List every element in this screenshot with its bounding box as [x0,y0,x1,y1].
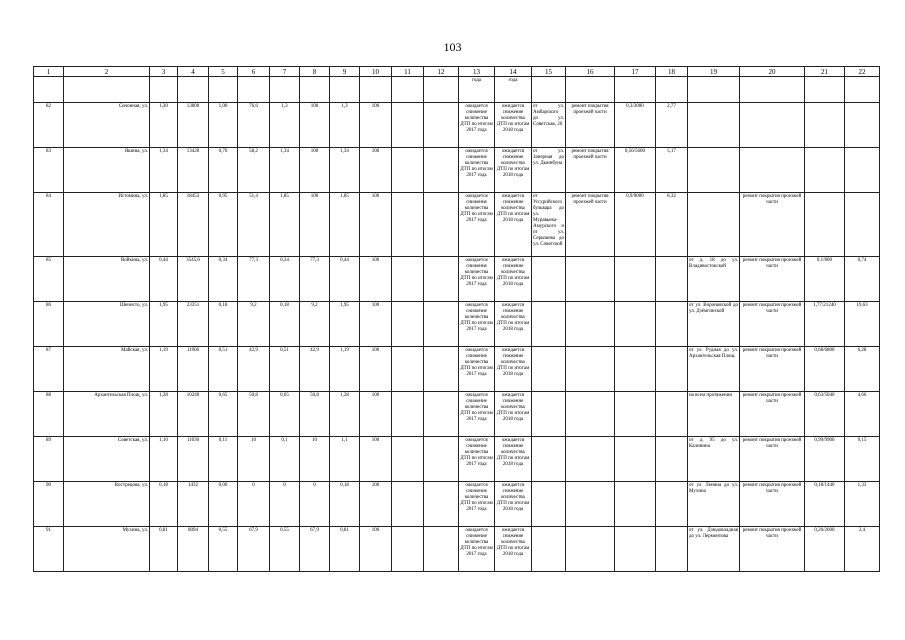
length-2018-cell: 1,95 [330,302,360,347]
table-cell [392,193,424,257]
volume-2018-cell: 0,26/2600 [805,527,845,572]
percent-2017-cell: 77,3 [300,257,330,302]
forecast-2017-cell: года [459,77,495,103]
street-name-cell: Истомина, ул. [64,193,150,257]
row-number-cell: 90 [34,482,64,527]
length-total-cell: 1,19 [150,347,178,392]
section-2018-cell: от ул. Рудная до ул. Архангельская Площ. [688,347,740,392]
row-number-cell: 84 [34,193,64,257]
section-2018-cell [688,193,740,257]
work-type-2017-cell [566,527,615,572]
street-name-cell: Советская, ул. [64,437,150,482]
table-cell [392,347,424,392]
percent-2017-cell: 67,9 [300,527,330,572]
volume-2017-cell [615,527,656,572]
section-2017-cell [532,347,566,392]
section-2017-cell: от ул. Амбарского до ул. Советская, 20 [532,103,566,148]
percent-2017-cell: 50,8 [300,392,330,437]
forecast-2018-cell: ожидается снижение количества ДТП по итогам 2018 года [495,437,532,482]
forecast-2018-cell: ожидается снижение количества ДТП по итогам 2018 года [495,257,532,302]
column-number: 18 [656,67,688,77]
table-cell [424,302,459,347]
area-total-cell: 10240 [178,392,209,437]
work-type-2017-cell [566,482,615,527]
length-normative-cell: 0,55 [209,527,238,572]
row-number-cell: 89 [34,437,64,482]
forecast-2017-cell: ожидается снижение количества ДТП по итогам 2017 года [459,347,495,392]
work-type-2017-cell: ремонт покрытия проезжей части [566,103,615,148]
table-cell [392,77,424,103]
section-2018-cell: от ул. Ленина до ул. Мухина [688,482,740,527]
cost-2018-cell: 6,28 [845,347,880,392]
forecast-2017-cell: ожидается снижение количества ДТП по итогам 2017 года [459,148,495,193]
percent-normative-cell: 42,9 [238,347,270,392]
table-row [34,437,880,482]
percent-2017-cell: 9,2 [300,302,330,347]
work-type-2017-cell: ремонт покрытия проезжей части [566,148,615,193]
work-type-2017-cell [566,302,615,347]
column-number: 3 [150,67,178,77]
column-number-row [34,67,880,77]
section-2018-cell: от д. 18 до ул. Владивостокской [688,257,740,302]
table-cell [845,77,880,103]
column-number: 20 [740,67,805,77]
table-row [34,148,880,193]
volume-2018-cell: 0,18/1440 [805,482,845,527]
table-cell [805,77,845,103]
work-type-2018-cell: ремонт покрытия проезжей части [740,392,805,437]
continuation-row [34,77,880,103]
table-cell [424,148,459,193]
table-cell [424,482,459,527]
volume-2017-cell [615,482,656,527]
table-cell [178,77,209,103]
forecast-2017-cell: ожидается снижение количества ДТП по итогам 2017 года [459,302,495,347]
length-normative-cell: 0,11 [209,437,238,482]
column-number: 19 [688,67,740,77]
length-2018-cell: 0,81 [330,527,360,572]
work-type-2017-cell [566,392,615,437]
percent-2018-cell: 100 [360,527,392,572]
work-type-2018-cell: ремонт покрытия проезжей части [740,347,805,392]
work-type-2017-cell [566,257,615,302]
section-2018-cell: от д. 95 до ул. Калинина [688,437,740,482]
table-cell [64,77,150,103]
cost-2018-cell: 9,15 [845,437,880,482]
length-2018-cell: 1,3 [330,103,360,148]
table-cell [150,77,178,103]
volume-2017-cell [615,257,656,302]
length-2018-cell: 1,85 [330,193,360,257]
table-cell [392,527,424,572]
table-row [34,347,880,392]
length-total-cell: 1,34 [150,148,178,193]
column-number: 14 [495,67,532,77]
table-cell [392,302,424,347]
percent-2018-cell: 100 [360,392,392,437]
work-type-2017-cell: ремонт покрытия проезжей части [566,193,615,257]
volume-2018-cell: 1,77/21240 [805,302,845,347]
forecast-2018-cell: ожидается снижение количества ДТП по итогам 2018 года [495,347,532,392]
column-number: 5 [209,67,238,77]
percent-normative-cell: 67,9 [238,527,270,572]
length-2017-cell: 1,85 [270,193,300,257]
section-2018-cell: от ул. Дзюдовладная до ул. Лермонтова [688,527,740,572]
volume-2018-cell: 0,68/6800 [805,347,845,392]
street-name-cell: Архангельская Площ, ул. [64,392,150,437]
percent-2018-cell: 100 [360,103,392,148]
table-cell [532,77,566,103]
length-normative-cell: 0,51 [209,347,238,392]
cost-2018-cell: 19,63 [845,302,880,347]
percent-2018-cell: 100 [360,482,392,527]
length-normative-cell: 0,65 [209,392,238,437]
length-2017-cell: 0,55 [270,527,300,572]
table-cell [688,77,740,103]
length-2017-cell: 1,3 [270,103,300,148]
row-number-cell: 91 [34,527,64,572]
column-number: 11 [392,67,424,77]
forecast-2018-cell: ожидается снижение количества ДТП по итогам 2018 года [495,392,532,437]
column-number: 13 [459,67,495,77]
length-2018-cell: 1,1 [330,437,360,482]
length-total-cell: 0,18 [150,482,178,527]
table-cell [656,77,688,103]
percent-2018-cell: 100 [360,302,392,347]
table-cell [740,77,805,103]
column-number: 22 [845,67,880,77]
length-normative-cell: 0,76 [209,148,238,193]
cost-2017-cell [656,527,688,572]
forecast-2017-cell: ожидается снижение количества ДТП по итогам 2017 года [459,193,495,257]
length-total-cell: 1,85 [150,193,178,257]
cost-2018-cell [845,148,880,193]
length-2018-cell: 1,28 [330,392,360,437]
length-normative-cell: 0,95 [209,193,238,257]
volume-2018-cell: 0,99/9900 [805,437,845,482]
table-cell [424,437,459,482]
table-cell [424,77,459,103]
length-2017-cell: 1,34 [270,148,300,193]
area-total-cell: 8094 [178,527,209,572]
street-name-cell: Шеинсто, ул. [64,302,150,347]
area-total-cell: 11030 [178,437,209,482]
percent-normative-cell: 58,2 [238,148,270,193]
length-2017-cell: 0,34 [270,257,300,302]
percent-2018-cell: 100 [360,347,392,392]
section-2017-cell [532,482,566,527]
percent-normative-cell: 51,4 [238,193,270,257]
work-type-2018-cell: ремонт покрытия проезжей части [740,302,805,347]
volume-2017-cell [615,437,656,482]
forecast-2018-cell: года [495,77,532,103]
page-number: 103 [443,40,462,54]
street-name-cell: Вострецова, ул. [64,482,150,527]
column-number: 10 [360,67,392,77]
forecast-2018-cell: ожидается снижение количества ДТП по итогам 2018 года [495,103,532,148]
length-total-cell: 0,81 [150,527,178,572]
table-cell [392,257,424,302]
table-cell [424,527,459,572]
column-number: 2 [64,67,150,77]
work-type-2018-cell: ремонт покрытия проезжей части [740,437,805,482]
street-name-cell: Сенонная, ул. [64,103,150,148]
column-number: 21 [805,67,845,77]
table-cell [424,392,459,437]
table-cell [615,77,656,103]
length-total-cell: 1,30 [150,103,178,148]
area-total-cell: 1432 [178,482,209,527]
cost-2018-cell: 0,74 [845,257,880,302]
forecast-2018-cell: ожидается снижение количества ДТП по итогам 2018 года [495,527,532,572]
length-2017-cell: 0 [270,482,300,527]
forecast-2018-cell: ожидается снижение количества ДТП по итогам 2018 года [495,148,532,193]
section-2018-cell: от ул. Вороновской до ул. Дзёмгинской [688,302,740,347]
street-name-cell: Яшина, ул. [64,148,150,193]
work-type-2018-cell [740,148,805,193]
length-total-cell: 0,44 [150,257,178,302]
length-normative-cell: 0,00 [209,482,238,527]
work-type-2018-cell: ремонт покрытия проезжей части [740,482,805,527]
cost-2017-cell: 8,32 [656,193,688,257]
percent-normative-cell: 10 [238,437,270,482]
percent-normative-cell: 0 [238,482,270,527]
street-name-cell: Мухина, ул. [64,527,150,572]
percent-2017-cell: 0 [300,482,330,527]
work-type-2018-cell: ремонт покрытия проезжей части [740,257,805,302]
cost-2017-cell: 2,77 [656,103,688,148]
section-2018-cell: на всем протяжении [688,392,740,437]
cost-2018-cell [845,193,880,257]
table-row [34,193,880,257]
forecast-2017-cell: ожидается снижение количества ДТП по итогам 2017 года [459,437,495,482]
volume-2017-cell [615,302,656,347]
table-cell [566,77,615,103]
table-cell [424,257,459,302]
cost-2018-cell: 2,4 [845,527,880,572]
table-row [34,103,880,148]
percent-normative-cell: 76,6 [238,103,270,148]
table-cell [392,482,424,527]
table-cell [424,103,459,148]
column-number: 4 [178,67,209,77]
table-body [34,103,880,572]
cost-2017-cell [656,482,688,527]
section-2017-cell [532,257,566,302]
section-2018-cell [688,148,740,193]
table-cell [424,193,459,257]
length-2018-cell: 1,34 [330,148,360,193]
forecast-2018-cell: ожидается снижение количества ДТП по итогам 2018 года [495,193,532,257]
table-cell [34,77,64,103]
cost-2018-cell: 4,66 [845,392,880,437]
column-number: 6 [238,67,270,77]
percent-2017-cell: 100 [300,148,330,193]
row-number-cell: 86 [34,302,64,347]
table-row [34,392,880,437]
column-number: 9 [330,67,360,77]
length-normative-cell: 0,18 [209,302,238,347]
volume-2018-cell [805,148,845,193]
section-2017-cell [532,302,566,347]
street-name-cell: Войкина, ул. [64,257,150,302]
work-type-2018-cell [740,103,805,148]
percent-2017-cell: 100 [300,103,330,148]
length-total-cell: 1,95 [150,302,178,347]
table-cell [330,77,360,103]
table-cell [392,103,424,148]
row-number-cell: 88 [34,392,64,437]
volume-2018-cell: 0,1/800 [805,257,845,302]
percent-2017-cell: 10 [300,437,330,482]
column-number: 17 [615,67,656,77]
area-total-cell: 18453 [178,193,209,257]
table-cell [360,77,392,103]
area-total-cell: 23351 [178,302,209,347]
table-cell [209,77,238,103]
volume-2018-cell: 0,63/5040 [805,392,845,437]
row-number-cell: 87 [34,347,64,392]
percent-normative-cell: 50,8 [238,392,270,437]
table-row [34,527,880,572]
table-cell [392,437,424,482]
row-number-cell: 85 [34,257,64,302]
cost-2018-cell [845,103,880,148]
volume-2018-cell [805,193,845,257]
percent-2018-cell: 100 [360,437,392,482]
table-cell [424,347,459,392]
column-number: 16 [566,67,615,77]
cost-2017-cell [656,347,688,392]
forecast-2017-cell: ожидается снижение количества ДТП по итогам 2017 года [459,103,495,148]
work-type-2018-cell: ремонт покрытия проезжей части [740,527,805,572]
section-2017-cell: от Уссурийского бульвара до ул. Муравьева-Амурского и от ул. Серышева до ул. Советской [532,193,566,257]
cost-2018-cell: 1,33 [845,482,880,527]
column-number: 12 [424,67,459,77]
row-number-cell: 83 [34,148,64,193]
column-number: 15 [532,67,566,77]
percent-2018-cell: 100 [360,148,392,193]
volume-2017-cell: 0,9/9000 [615,193,656,257]
section-2017-cell [532,527,566,572]
cost-2017-cell [656,392,688,437]
row-number-cell: 82 [34,103,64,148]
table-row [34,257,880,302]
table-row [34,302,880,347]
work-type-2017-cell [566,437,615,482]
area-total-cell: 11906 [178,347,209,392]
work-type-2018-cell: ремонт покрытия проезжей части [740,193,805,257]
percent-2018-cell: 100 [360,257,392,302]
column-number: 1 [34,67,64,77]
length-2017-cell: 0,18 [270,302,300,347]
length-2018-cell: 0,44 [330,257,360,302]
cost-2017-cell: 5,17 [656,148,688,193]
section-2018-cell [688,103,740,148]
section-2017-cell: от ул. Заперная до ул. Дыннбуна [532,148,566,193]
street-name-cell: Майская, ул. [64,347,150,392]
table-cell [270,77,300,103]
forecast-2017-cell: ожидается снижение количества ДТП по итогам 2017 года [459,392,495,437]
percent-2017-cell: 42,9 [300,347,330,392]
volume-2018-cell [805,103,845,148]
percent-2018-cell: 100 [360,193,392,257]
table-cell [392,392,424,437]
volume-2017-cell [615,392,656,437]
forecast-2017-cell: ожидается снижение количества ДТП по итогам 2017 года [459,257,495,302]
length-2018-cell: 1,19 [330,347,360,392]
area-total-cell: 13420 [178,148,209,193]
column-number: 8 [300,67,330,77]
length-2017-cell: 0,51 [270,347,300,392]
column-number: 7 [270,67,300,77]
cost-2017-cell [656,302,688,347]
volume-2017-cell: 0,3/3000 [615,103,656,148]
area-total-cell: 13000 [178,103,209,148]
percent-2017-cell: 100 [300,193,330,257]
table-row [34,482,880,527]
length-2017-cell: 0,65 [270,392,300,437]
forecast-2017-cell: ожидается снижение количества ДТП по итогам 2017 года [459,482,495,527]
length-2018-cell: 0,18 [330,482,360,527]
length-normative-cell: 0,34 [209,257,238,302]
table-cell [392,148,424,193]
section-2017-cell [532,437,566,482]
length-total-cell: 1,10 [150,437,178,482]
length-total-cell: 1,28 [150,392,178,437]
percent-normative-cell: 77,3 [238,257,270,302]
volume-2017-cell [615,347,656,392]
forecast-2018-cell: ожидается снижение количества ДТП по итогам 2018 года [495,482,532,527]
table-cell [300,77,330,103]
area-total-cell: 3545,6 [178,257,209,302]
forecast-2018-cell: ожидается снижение количества ДТП по итогам 2018 года [495,302,532,347]
work-type-2017-cell [566,347,615,392]
length-normative-cell: 1,00 [209,103,238,148]
percent-normative-cell: 9,2 [238,302,270,347]
forecast-2017-cell: ожидается снижение количества ДТП по итогам 2017 года [459,527,495,572]
cost-2017-cell [656,257,688,302]
cost-2017-cell [656,437,688,482]
section-2017-cell [532,392,566,437]
road-repair-table [33,66,880,572]
length-2017-cell: 0,1 [270,437,300,482]
volume-2017-cell: 0,56/5600 [615,148,656,193]
table-cell [238,77,270,103]
